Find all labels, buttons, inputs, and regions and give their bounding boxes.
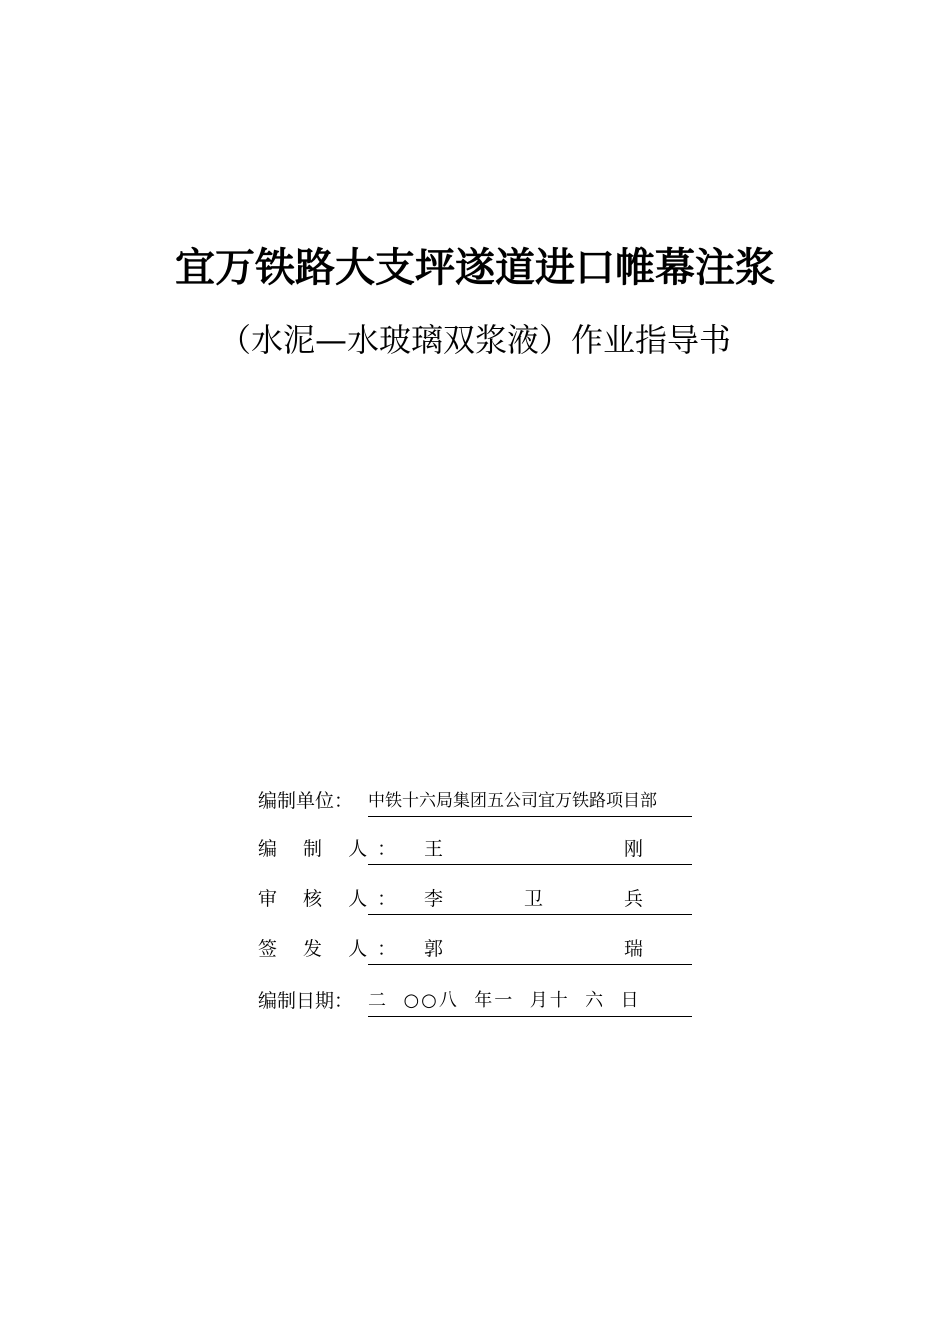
document-title: 宜万铁路大支坪遂道进口帷幕注浆: [175, 245, 775, 291]
reviewer-label: 审 核 人：: [258, 888, 407, 910]
unit-value-field: [368, 786, 692, 817]
author-label: 编 制 人：: [258, 838, 407, 860]
reviewer-char-1: 李: [424, 888, 444, 910]
info-row-date: [258, 986, 698, 1020]
document-subtitle: （水泥—水玻璃双浆液）作业指导书: [218, 321, 731, 359]
date-value: 二 ○○八 年一 月十 六 日: [368, 990, 641, 1011]
info-row-unit: [258, 786, 698, 820]
author-char-2: 刚: [624, 838, 644, 860]
info-row-reviewer: [258, 884, 698, 918]
unit-value: 中铁十六局集团五公司宜万铁路项目部: [368, 791, 657, 811]
issuer-label: 签 发 人：: [258, 938, 407, 960]
reviewer-char-3: 兵: [624, 888, 644, 910]
reviewer-char-2: 卫: [524, 888, 544, 910]
date-value-field: [368, 986, 692, 1017]
author-char-1: 王: [424, 838, 444, 860]
author-value-field: [368, 834, 692, 865]
issuer-char-2: 瑞: [624, 938, 644, 960]
reviewer-value-field: [368, 884, 692, 915]
info-row-issuer: [258, 934, 698, 968]
date-label: 编制日期：: [258, 990, 354, 1012]
issuer-value-field: [368, 934, 692, 965]
info-row-author: [258, 834, 698, 868]
issuer-char-1: 郭: [424, 938, 444, 960]
unit-label: 编制单位：: [258, 790, 354, 812]
